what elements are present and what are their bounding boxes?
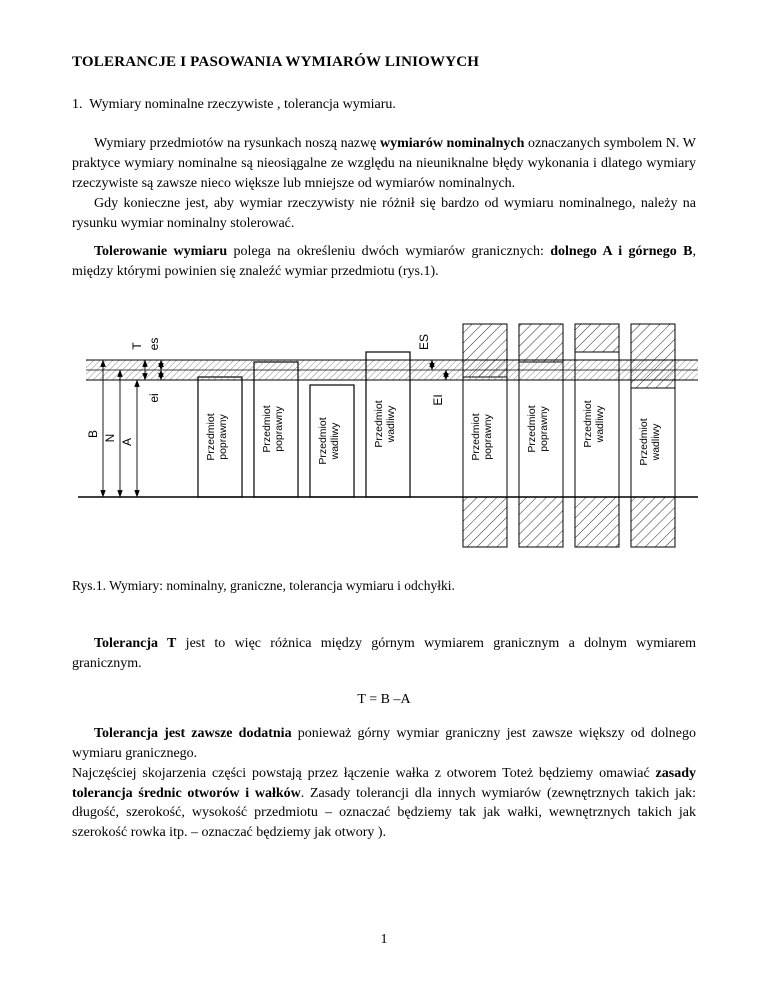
svg-text:wadliwy: wadliwy <box>650 423 662 461</box>
document-title: TOLERANCJE I PASOWANIA WYMIARÓW LINIOWYCH <box>72 54 480 70</box>
paragraph-nominal-dimensions: Wymiary przedmiotów na rysunkach noszą nazwę wymiarów nominalnych oznaczanych symbolem N. W praktyce wymiary nominalne są nieosiągalne ze względu na nieuniknalne błędy wykonania i dlatego wymiary rzeczywiste są zawsze nieco większe lub mniejsze od wymiarów nominalnych. <box>72 136 696 191</box>
section-heading: 1. Wymiary nominalne rzeczywiste , tolerancja wymiaru. <box>72 97 396 112</box>
paragraph-tolerowanie: Tolerowanie wymiaru polega na określeniu dwóch wymiarów granicznych: dolnego A i górnego B, między którymi powinien się znaleźć wymiar przedmiotu (rys.1). <box>72 244 696 280</box>
svg-text:poprawny: poprawny <box>273 406 285 452</box>
svg-text:poprawny: poprawny <box>482 414 494 460</box>
label-B-icon: B <box>86 430 100 439</box>
paragraph-zasady: Najczęściej skojarzenia części powstają przez łączenie wałka z otworem Toteż będziemy omawiać zasady tolerancja średnic otworów i wałków. Zasady tolerancji dla innych wymiarów (zewnętrznych takich jak: długość, szerokość, wysokość przedmiotu – oznaczać będziemy tak jak wałki, wewnętrznych takich jak szerokość rowka itp. – oznaczać będziemy jak otwory ). <box>72 765 697 841</box>
svg-text:Przedmiot: Przedmiot <box>526 405 538 453</box>
paragraph-real-dimension: Gdy konieczne jest, aby wymiar rzeczywisty nie różnił się bardzo od wymiaru nominalnego, należy na rysunku wymiar nominalny stolerować. <box>72 195 696 231</box>
svg-text:Przedmiot: Przedmiot <box>470 413 482 461</box>
figure-rys1 <box>68 322 696 554</box>
svg-text:Przedmiot: Przedmiot <box>261 405 273 453</box>
page-number: 1 <box>380 932 388 947</box>
label-N: N <box>103 433 117 443</box>
label-EI: EI <box>431 394 445 406</box>
svg-text:Przedmiot: Przedmiot <box>205 413 217 461</box>
svg-text:poprawny: poprawny <box>538 406 550 452</box>
svg-text:wadliwy: wadliwy <box>385 405 397 443</box>
label-ei: ei <box>147 393 161 403</box>
svg-text:Przedmiot: Przedmiot <box>582 400 594 448</box>
figure-rys1-drawing <box>68 322 698 552</box>
formula-tolerance: T = B –A <box>357 691 411 707</box>
svg-text:Przedmiot: Przedmiot <box>373 400 385 448</box>
svg-text:Przedmiot: Przedmiot <box>317 417 329 465</box>
paragraph-tolerancja-t: Tolerancja T jest to więc różnica między górnym wymiarem granicznym a dolnym wymiarem granicznym. <box>72 636 696 671</box>
label-T: T <box>130 342 144 350</box>
svg-text:Przedmiot: Przedmiot <box>638 418 650 466</box>
svg-text:wadliwy: wadliwy <box>329 422 341 460</box>
svg-text:wadliwy: wadliwy <box>594 405 606 443</box>
svg-text:poprawny: poprawny <box>217 414 229 460</box>
label-ES: ES <box>417 334 431 351</box>
label-es: es <box>147 337 161 351</box>
label-A: A <box>120 438 134 447</box>
paragraph-dodatnia: Tolerancja jest zawsze dodatnia ponieważ górny wymiar graniczny jest zawsze większy od dolnego wymiaru granicznego. <box>72 725 696 761</box>
figure-caption: Rys.1. Wymiary: nominalny, graniczne, tolerancja wymiaru i odchyłki. <box>72 578 455 594</box>
